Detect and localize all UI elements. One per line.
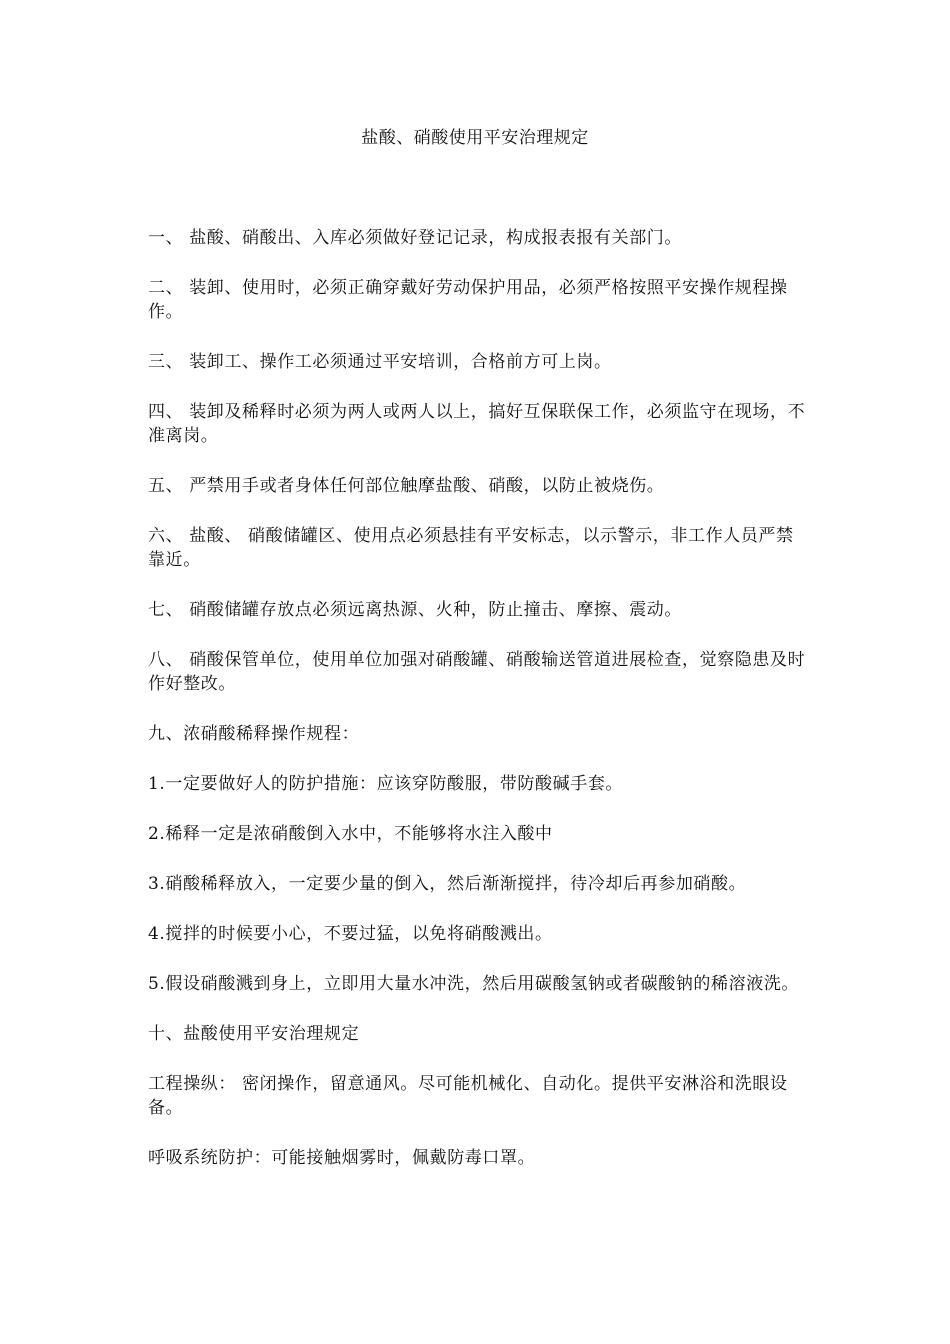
step-1: 1.一定要做好人的防护措施：应该穿防酸服，带防酸碱手套。: [148, 774, 624, 794]
engineering-control: 工程操纵： 密闭操作，留意通风。尽可能机械化、自动化。提供平安淋浴和洗眼设备。: [148, 1074, 788, 1118]
section-heading-9: 九、浓硝酸稀释操作规程：: [148, 724, 360, 744]
respiratory-protection: 呼吸系统防护：可能接触烟雾时，佩戴防毒口罩。: [148, 1148, 536, 1168]
paragraph-2: 二、 装卸、使用时，必须正确穿戴好劳动保护用品，必须严格按照平安操作规程操作。: [148, 278, 788, 322]
step-5: 5.假设硝酸溅到身上，立即用大量水冲洗，然后用碳酸氢钠或者碳酸钠的稀溶液洗。: [148, 974, 800, 994]
paragraph-3: 三、 装卸工、操作工必须通过平安培训，合格前方可上岗。: [148, 352, 612, 372]
paragraph-7: 七、 硝酸储罐存放点必须远离热源、火种，防止撞击、摩擦、震动。: [148, 600, 683, 620]
paragraph-4: 四、 装卸及稀释时必须为两人或两人以上，搞好互保联保工作，必须监守在现场，不准离岗。: [148, 402, 806, 446]
document-title: 盐酸、硝酸使用平安治理规定: [361, 128, 589, 148]
document-body: [148, 226, 808, 1196]
paragraph-5: 五、 严禁用手或者身体任何部位触摩盐酸、硝酸，以防止被烧伤。: [148, 476, 665, 496]
paragraph-1: 一、 盐酸、硝酸出、入库必须做好登记记录，构成报表报有关部门。: [148, 228, 683, 248]
section-heading-10: 十、盐酸使用平安治理规定: [148, 1024, 360, 1044]
step-4: 4.搅拌的时候要小心，不要过猛，以免将硝酸溅出。: [148, 924, 553, 944]
step-3: 3.硝酸稀释放入，一定要少量的倒入，然后渐渐搅拌，待冷却后再参加硝酸。: [148, 874, 747, 894]
paragraph-6: 六、 盐酸、 硝酸储罐区、使用点必须悬挂有平安标志，以示警示，非工作人员严禁靠近。: [148, 526, 794, 570]
paragraph-8: 八、 硝酸保管单位，使用单位加强对硝酸罐、硝酸输送管道进展检查，觉察隐患及时作好整改。: [148, 650, 806, 694]
step-2: 2.稀释一定是浓硝酸倒入水中，不能够将水注入酸中: [148, 824, 553, 844]
